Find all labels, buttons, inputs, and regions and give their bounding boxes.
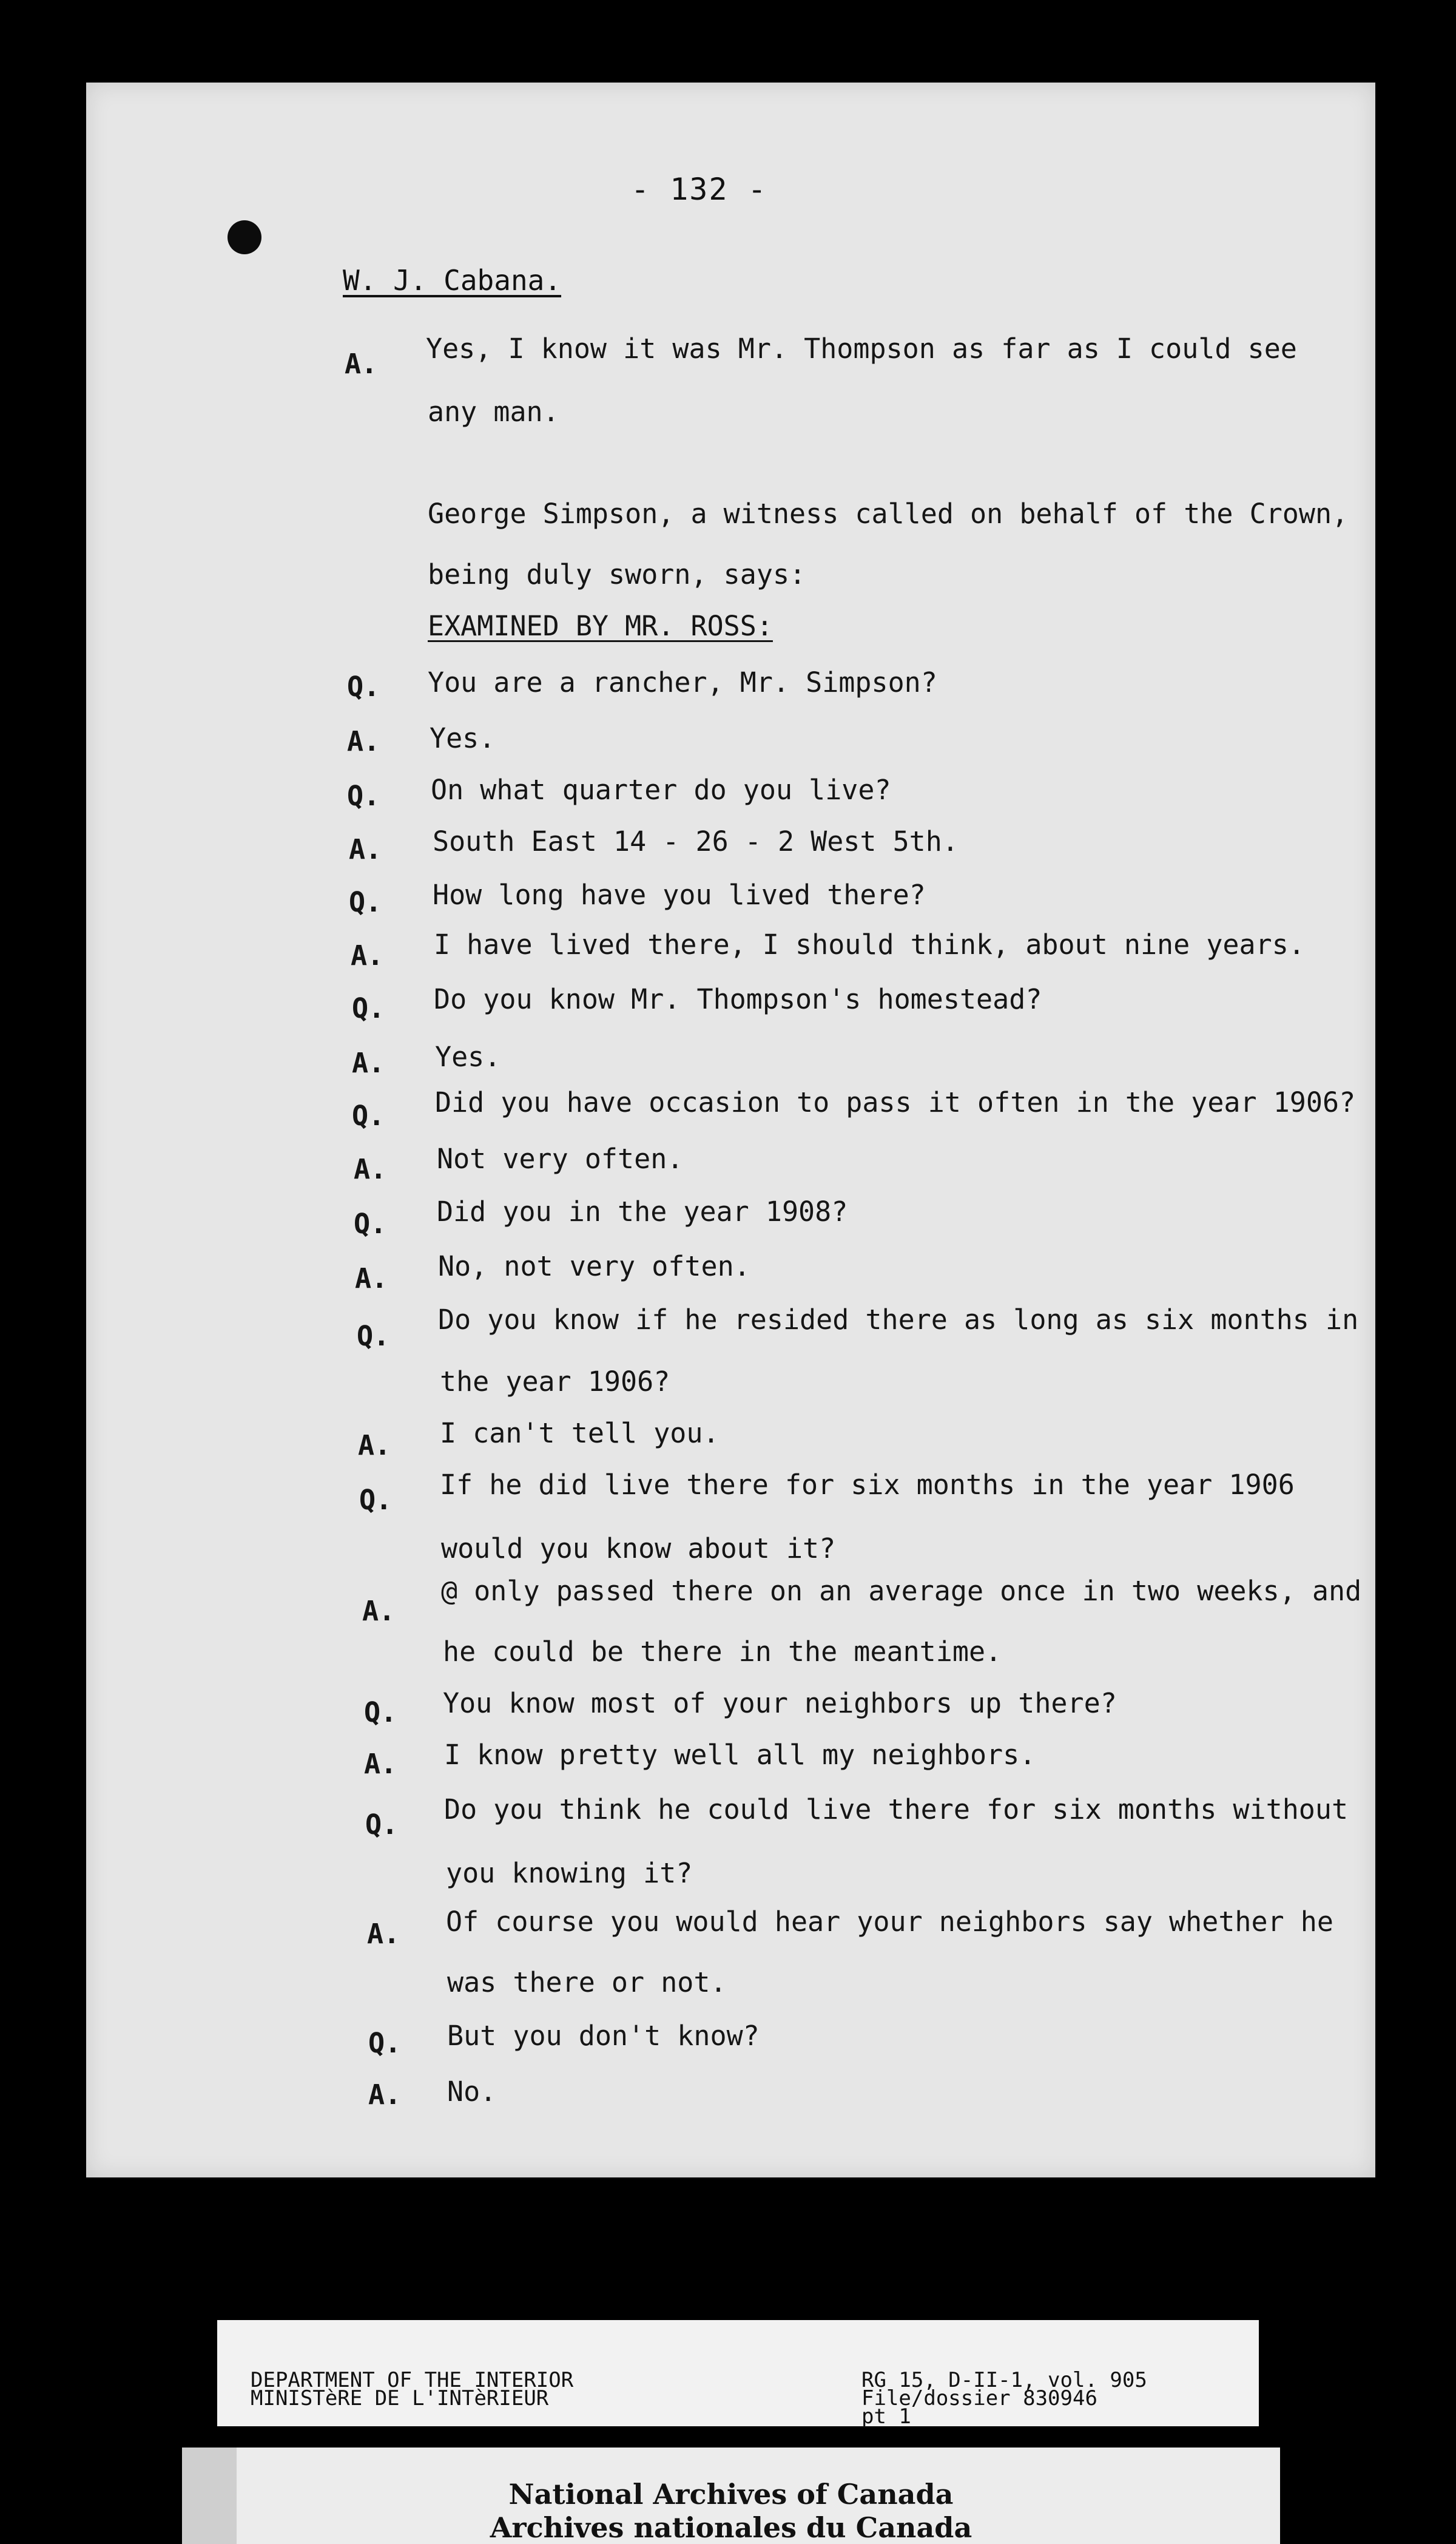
- line-label: Q.: [359, 1484, 393, 1516]
- line-text: Of course you would hear your neighbors say whether he: [446, 1906, 1333, 1938]
- line-text: he could be there in the meantime.: [443, 1636, 1002, 1668]
- line-text: I can't tell you.: [440, 1417, 720, 1449]
- line-label: A.: [367, 1918, 400, 1950]
- punch-hole: [228, 220, 261, 254]
- line-label: Q.: [352, 1100, 385, 1132]
- line-text: Do you know Mr. Thompson's homestead?: [434, 983, 1042, 1015]
- line-text: George Simpson, a witness called on behalf of the Crown,: [428, 498, 1349, 530]
- line-label: A.: [349, 833, 382, 865]
- line-text: Not very often.: [437, 1143, 684, 1175]
- line-text: any man.: [428, 396, 559, 428]
- line-text: would you know about it?: [441, 1532, 836, 1565]
- ref-line-3: pt 1: [861, 2404, 911, 2429]
- line-text: How long have you lived there?: [433, 879, 926, 911]
- ref-line-2: File/dossier 830946: [861, 2386, 1097, 2410]
- ref-line-1: RG 15, D-II-1, vol. 905: [861, 2368, 1147, 2392]
- line-label: A.: [358, 1429, 391, 1461]
- line-text: Did you have occasion to pass it often in the year 1906?: [435, 1086, 1356, 1118]
- archive-reference-label: [217, 2320, 1259, 2429]
- line-label: A.: [351, 939, 384, 972]
- line-text: you knowing it?: [446, 1857, 693, 1889]
- line-label: Q.: [349, 886, 382, 918]
- page-number: - 132 -: [631, 172, 767, 207]
- line-text: was there or not.: [447, 1966, 727, 1998]
- line-text: But you don't know?: [447, 2020, 760, 2052]
- dept-fr: MINISTèRE DE L'INTèRIEUR: [251, 2386, 549, 2410]
- line-text: Yes, I know it was Mr. Thompson as far as I could see: [426, 333, 1297, 365]
- line-text: being duly sworn, says:: [428, 558, 806, 590]
- line-label: Q.: [347, 671, 380, 703]
- line-text: I know pretty well all my neighbors.: [444, 1739, 1036, 1771]
- line-text: On what quarter do you live?: [431, 774, 891, 806]
- stamp-line-en: National Archives of Canada: [508, 2478, 954, 2511]
- line-text: Do you know if he resided there as long as six months in: [438, 1304, 1359, 1336]
- line-text: South East 14 - 26 - 2 West 5th.: [433, 825, 959, 858]
- line-label: Q.: [365, 1808, 399, 1841]
- line-text: @ only passed there on an average once in two weeks, and: [441, 1575, 1362, 1607]
- line-text: Did you in the year 1908?: [437, 1196, 848, 1228]
- line-text: You know most of your neighbors up there?: [443, 1687, 1117, 1719]
- line-label: Q.: [364, 1696, 397, 1728]
- national-archives-stamp: [182, 2448, 1280, 2544]
- line-text: No, not very often.: [438, 1250, 750, 1282]
- line-label: Q.: [357, 1320, 390, 1352]
- stamp-line-fr: Archives nationales du Canada: [490, 2511, 972, 2544]
- line-text: If he did live there for six months in the year 1906: [440, 1469, 1295, 1501]
- witness-header: W. J. Cabana.: [343, 264, 562, 297]
- line-label: A.: [368, 2079, 402, 2111]
- line-text: Yes.: [435, 1041, 501, 1073]
- line-text: Yes.: [430, 722, 496, 754]
- line-label: A.: [354, 1153, 387, 1185]
- dept-en: DEPARTMENT OF THE INTERIOR: [251, 2368, 574, 2392]
- line-label: A.: [364, 1748, 397, 1780]
- line-label: A.: [347, 725, 380, 757]
- line-text: You are a rancher, Mr. Simpson?: [428, 666, 937, 699]
- line-label: A.: [355, 1262, 388, 1294]
- line-text: the year 1906?: [440, 1365, 670, 1398]
- line-label: A.: [352, 1047, 385, 1079]
- examined-heading: EXAMINED BY MR. ROSS:: [428, 610, 773, 642]
- line-label: A.: [362, 1595, 396, 1627]
- line-text: No.: [447, 2075, 497, 2108]
- line-label: Q.: [347, 780, 380, 812]
- line-label: Q.: [352, 992, 385, 1024]
- line-text: I have lived there, I should think, about nine years.: [434, 929, 1305, 961]
- line-label: A.: [345, 348, 378, 380]
- line-label: Q.: [368, 2027, 402, 2059]
- line-text: Do you think he could live there for six months without: [444, 1793, 1349, 1825]
- line-label: Q.: [354, 1208, 387, 1240]
- document-page: [86, 83, 1375, 2177]
